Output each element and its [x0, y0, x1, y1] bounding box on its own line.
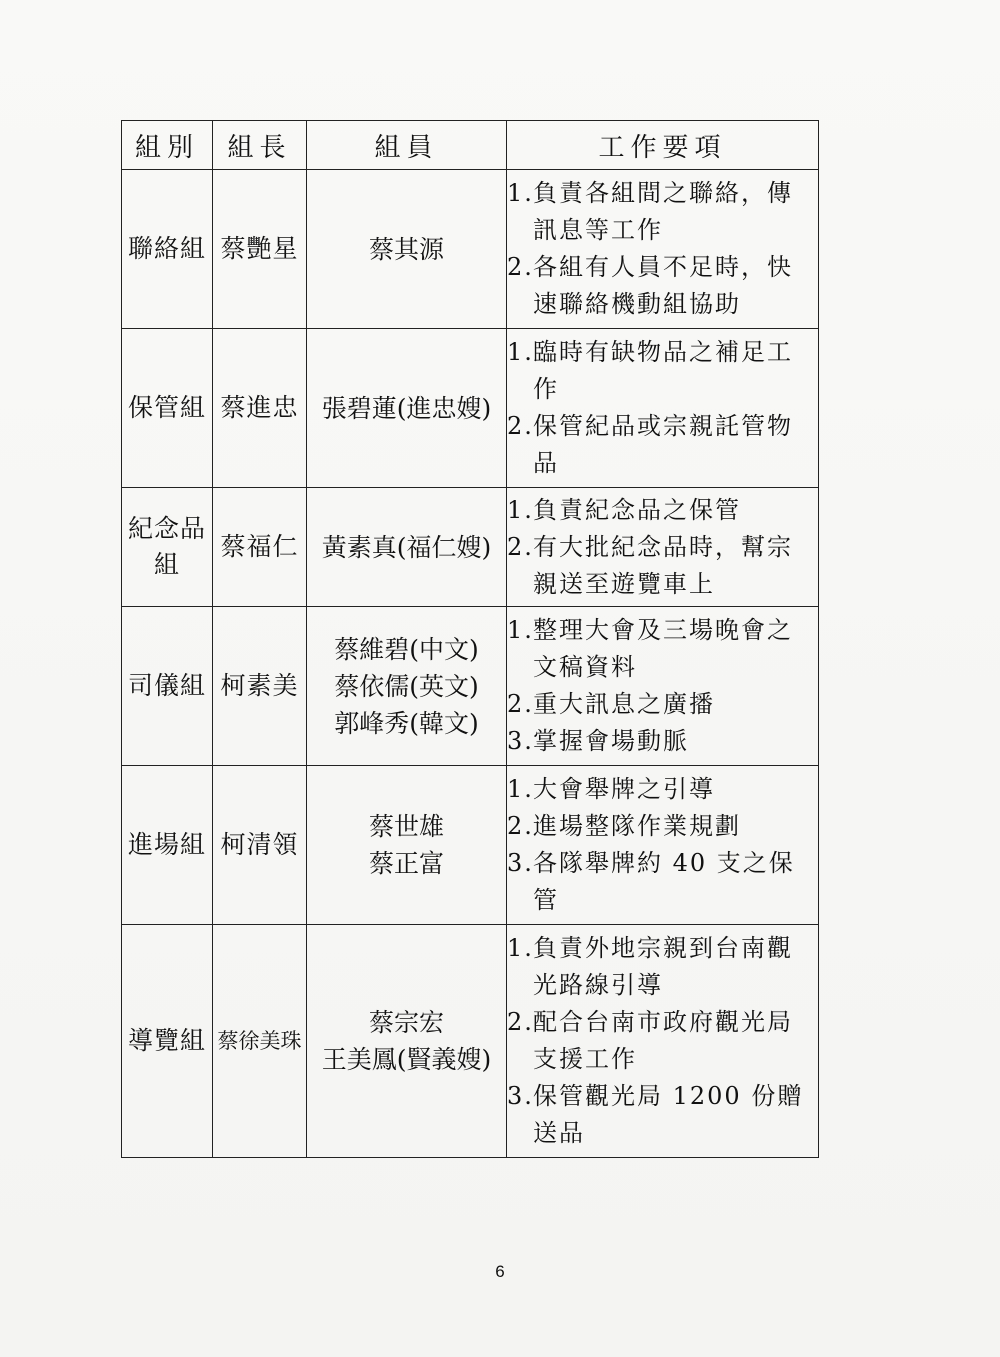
task-item: 2. 配合台南市政府觀光局支援工作 [507, 1008, 793, 1073]
group-tasks [507, 766, 819, 925]
member: 蔡依儒(英文) [334, 671, 479, 701]
group-name: 導覽組 [122, 925, 213, 1158]
task-item: 1. 臨時有缺物品之補足工作 [507, 338, 793, 403]
group-tasks [507, 488, 819, 607]
header-members: 組員 [307, 121, 507, 170]
table-row [122, 170, 819, 329]
task-item: 1. 負責紀念品之保管 [507, 495, 741, 524]
group-members [307, 925, 507, 1158]
table-row [122, 766, 819, 925]
member: 蔡其源 [368, 234, 444, 264]
task-item: 1. 整理大會及三場晚會之文稿資料 [507, 616, 793, 681]
member: 張碧蓮(進忠嫂) [321, 393, 492, 423]
member: 蔡正富 [368, 849, 444, 878]
task-item: 1. 負責外地宗親到台南觀光路線引導 [507, 934, 793, 999]
header-group: 組別 [122, 121, 213, 170]
task-item: 3. 掌握會場動脈 [507, 727, 689, 755]
group-name: 司儀組 [122, 607, 213, 766]
group-name: 聯絡組 [122, 170, 213, 329]
group-name: 紀念品 組 [122, 488, 213, 607]
header-leader: 組長 [213, 121, 307, 170]
group-name: 進場組 [122, 766, 213, 925]
table-header-row [122, 121, 819, 170]
group-members [307, 766, 507, 925]
group-leader: 蔡進忠 [213, 329, 307, 488]
member: 郭峰秀(韓文) [334, 708, 479, 738]
task-item: 1. 大會舉牌之引導 [507, 775, 715, 803]
task-item: 2. 有大批紀念品時，幫宗親送至遊覽車上 [507, 532, 793, 598]
group-leader: 蔡徐美珠 [213, 925, 307, 1158]
task-item: 2. 重大訊息之廣播 [507, 690, 715, 718]
task-item: 2. 進場整隊作業規劃 [507, 812, 741, 840]
group-leader: 蔡福仁 [213, 488, 307, 607]
table-row [122, 925, 819, 1158]
duty-table [121, 120, 819, 1158]
member: 黃素真(福仁嫂) [321, 532, 492, 562]
group-tasks [507, 329, 819, 488]
member: 蔡維碧(中文) [334, 634, 479, 664]
task-item: 2. 各組有人員不足時，快速聯絡機動組協助 [507, 253, 793, 318]
group-tasks [507, 170, 819, 329]
group-members [307, 329, 507, 488]
group-tasks [507, 925, 819, 1158]
table-row [122, 488, 819, 607]
group-leader: 柯素美 [213, 607, 307, 766]
task-item: 1. 負責各組間之聯絡，傳訊息等工作 [507, 179, 793, 244]
group-leader: 蔡艷星 [213, 170, 307, 329]
header-tasks: 工作要項 [507, 121, 819, 170]
member: 蔡宗宏 [368, 1008, 444, 1037]
page-number: 6 [495, 1262, 505, 1281]
group-members [307, 170, 507, 329]
table-row [122, 329, 819, 488]
table-row [122, 607, 819, 766]
member: 蔡世雄 [368, 812, 444, 841]
task-item: 2. 保管紀品或宗親託管物品 [507, 412, 793, 477]
member: 王美鳳(賢義嫂) [321, 1045, 492, 1074]
group-tasks [507, 607, 819, 766]
group-name: 保管組 [122, 329, 213, 488]
group-leader: 柯清領 [213, 766, 307, 925]
group-members [307, 488, 507, 607]
task-item: 3. 各隊舉牌約 40 支之保管 [507, 849, 795, 914]
group-members [307, 607, 507, 766]
task-item: 3. 保管觀光局 1200 份贈送品 [507, 1082, 804, 1147]
